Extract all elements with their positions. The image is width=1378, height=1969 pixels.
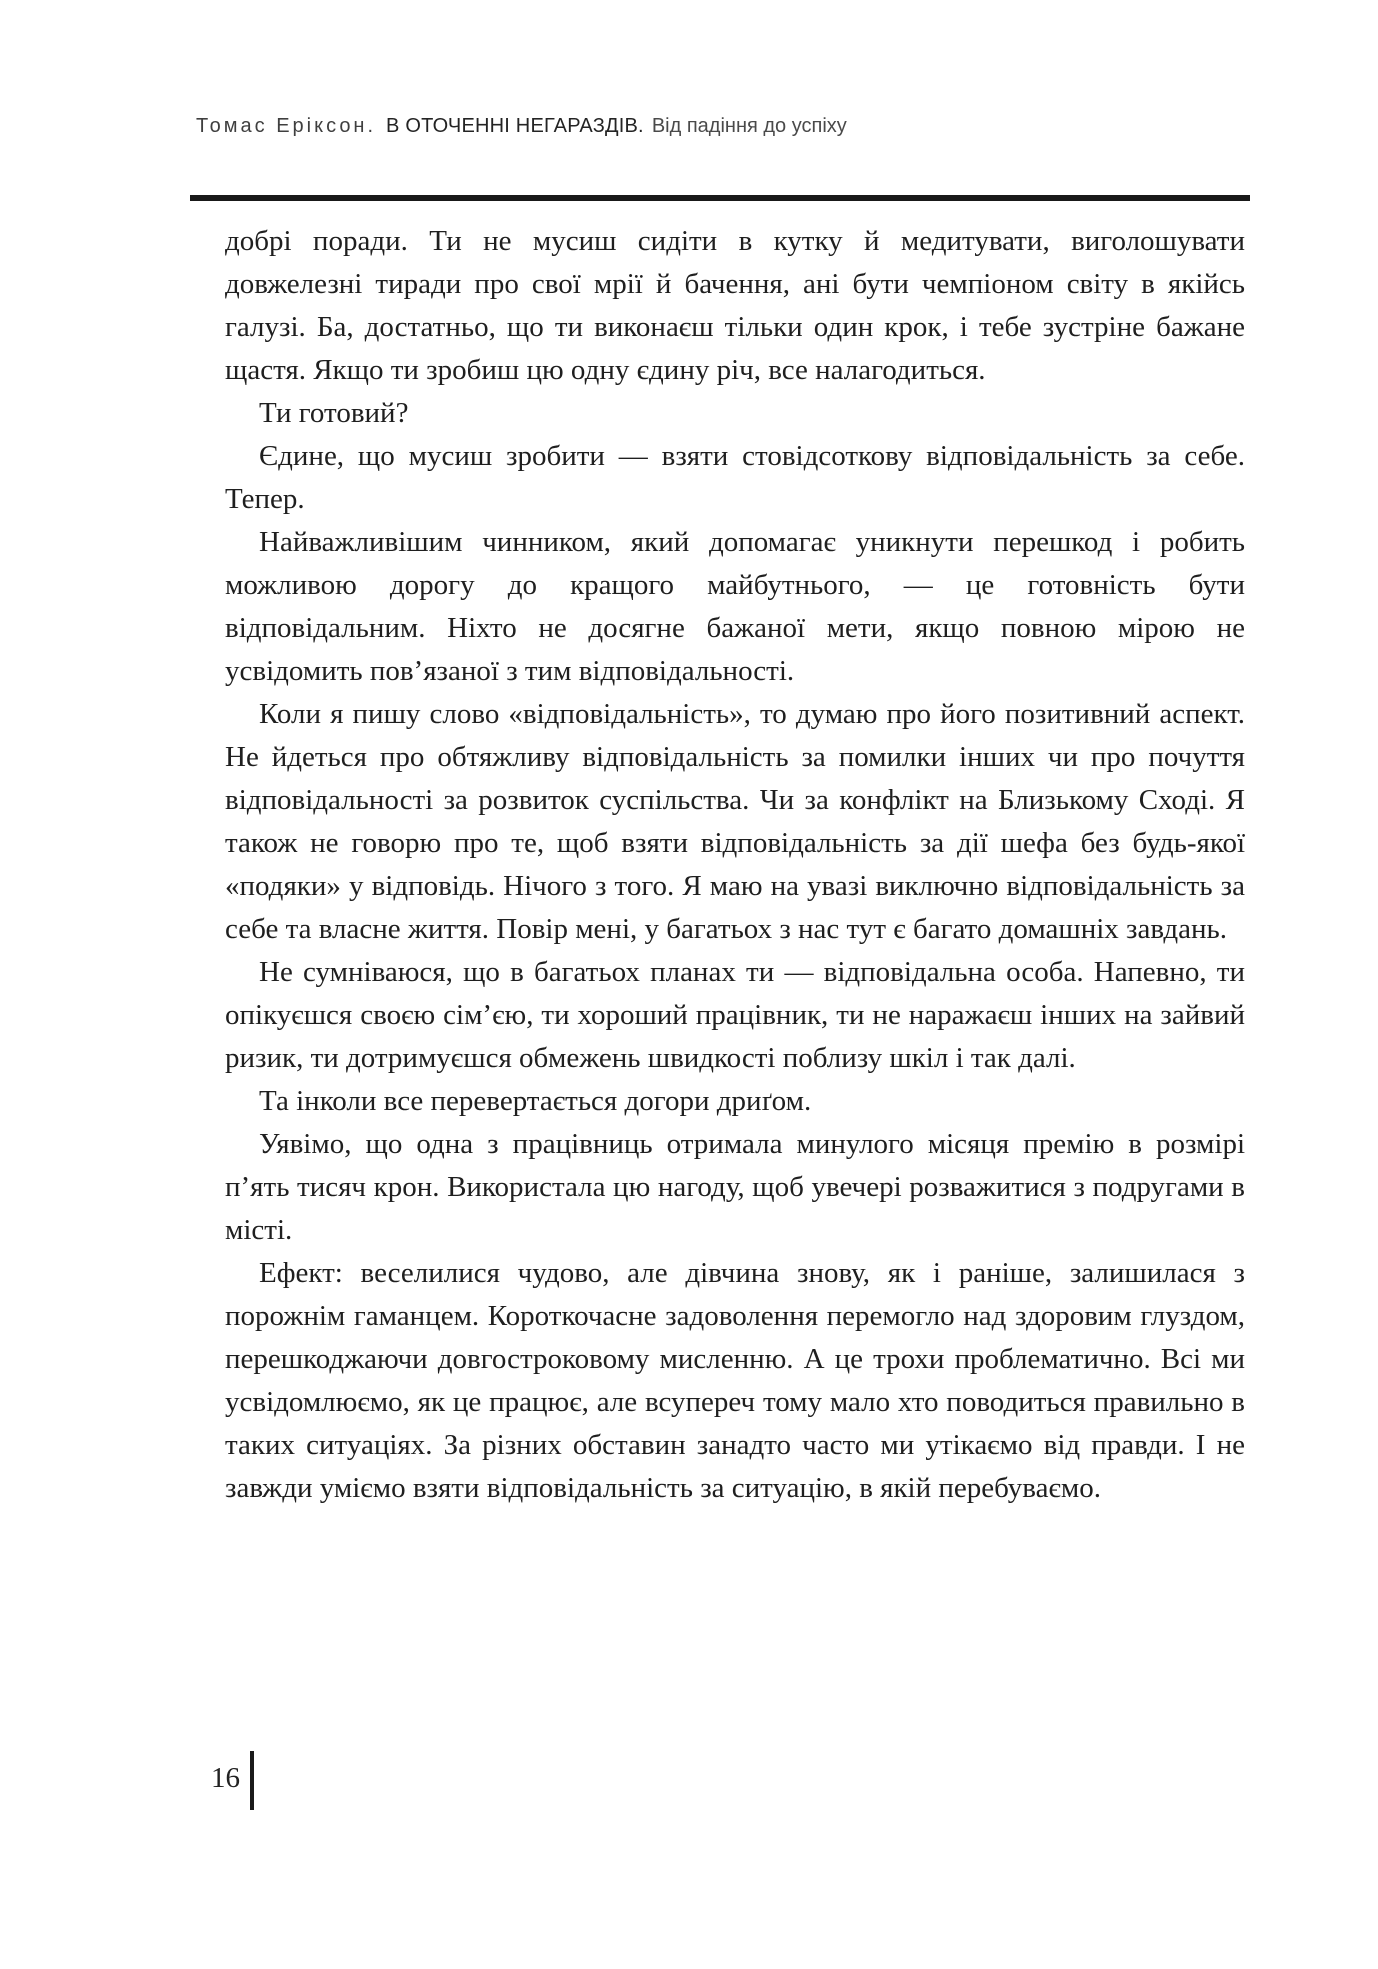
header-subtitle: Від падіння до успіху (651, 115, 847, 137)
paragraph: Не сумніваюся, що в багатьох планах ти — відповідальна особа. Напевно, ти опікуєшся своєю сім’єю, ти хороший працівник, ти не наражаєш інших на зайвий ризик, ти дотримуєшся обмежень швидкості поблизу шкіл і так далі. (225, 956, 1245, 1074)
paragraph: Уявімо, що одна з працівниць отримала минулого місяця премію в розмірі п’ять тисяч крон. Використала цю нагоду, щоб увечері розважитися з подругами в місті. (225, 1128, 1245, 1246)
header-rule-divider (190, 195, 1250, 201)
paragraph: Та інколи все перевертається догори дриґом. (259, 1085, 812, 1117)
paragraph: Єдине, що мусиш зробити — взяти стовідсоткову відповідальність за себе. Тепер. (225, 440, 1245, 515)
paragraph: Ефект: веселилися чудово, але дівчина знову, як і раніше, залишилася з порожнім гаманцем. Короткочасне задоволення перемогло над здоровим глуздом, перешкоджаючи довгостроковому мисленню. А це трохи проблематично. Всі ми усвідомлюємо, як це працює, але всупереч тому мало хто поводиться правильно в таких ситуаціях. За різних обставин занадто часто ми утікаємо від правди. І не завжди уміємо взяти відповідальність за ситуацію, в якій перебуваємо. (225, 1257, 1245, 1504)
paragraph: Ти готовий? (259, 397, 409, 429)
paragraph: Найважливішим чинником, який допомагає уникнути перешкод і робить можливою дорогу до кращого майбутнього, — це готовність бути відповідальним. Ніхто не досягне бажаної мети, якщо повною мірою не усвідомить пов’язаної з тим відповідальності. (225, 526, 1245, 687)
paragraph: Коли я пишу слово «відповідальність», то думаю про його позитивний аспект. Не йдеться про обтяжливу відповідальність за помилки інших чи про почуття відповідальності за розвиток суспільства. Чи за конфлікт на Близькому Сході. Я також не говорю про те, щоб взяти відповідальність за дії шефа без будь-якої «подяки» у відповідь. Нічого з того. Я маю на увазі виключно відповідальність за себе та власне життя. Повір мені, у багатьох з нас тут є багато домашніх завдань. (225, 698, 1245, 945)
page-body-text (225, 220, 1245, 1510)
page-number: 16 (211, 1762, 240, 1794)
paragraph: добрі поради. Ти не мусиш сидіти в кутку й медитувати, виголошувати довжелезні тиради про свої мрії й бачення, ані бути чемпіоном світу в якійсь галузі. Ба, достатньо, що ти виконаєш тільки один крок, і тебе зустріне бажане щастя. Якщо ти зробиш цю одну єдину річ, все налагодиться. (225, 225, 1245, 386)
page-number-divider (250, 1751, 254, 1810)
header-author: Томас Еріксон. (196, 115, 377, 137)
running-header (196, 114, 1252, 138)
header-book-title: В ОТОЧЕННІ НЕГАРАЗДІВ. (386, 115, 644, 137)
